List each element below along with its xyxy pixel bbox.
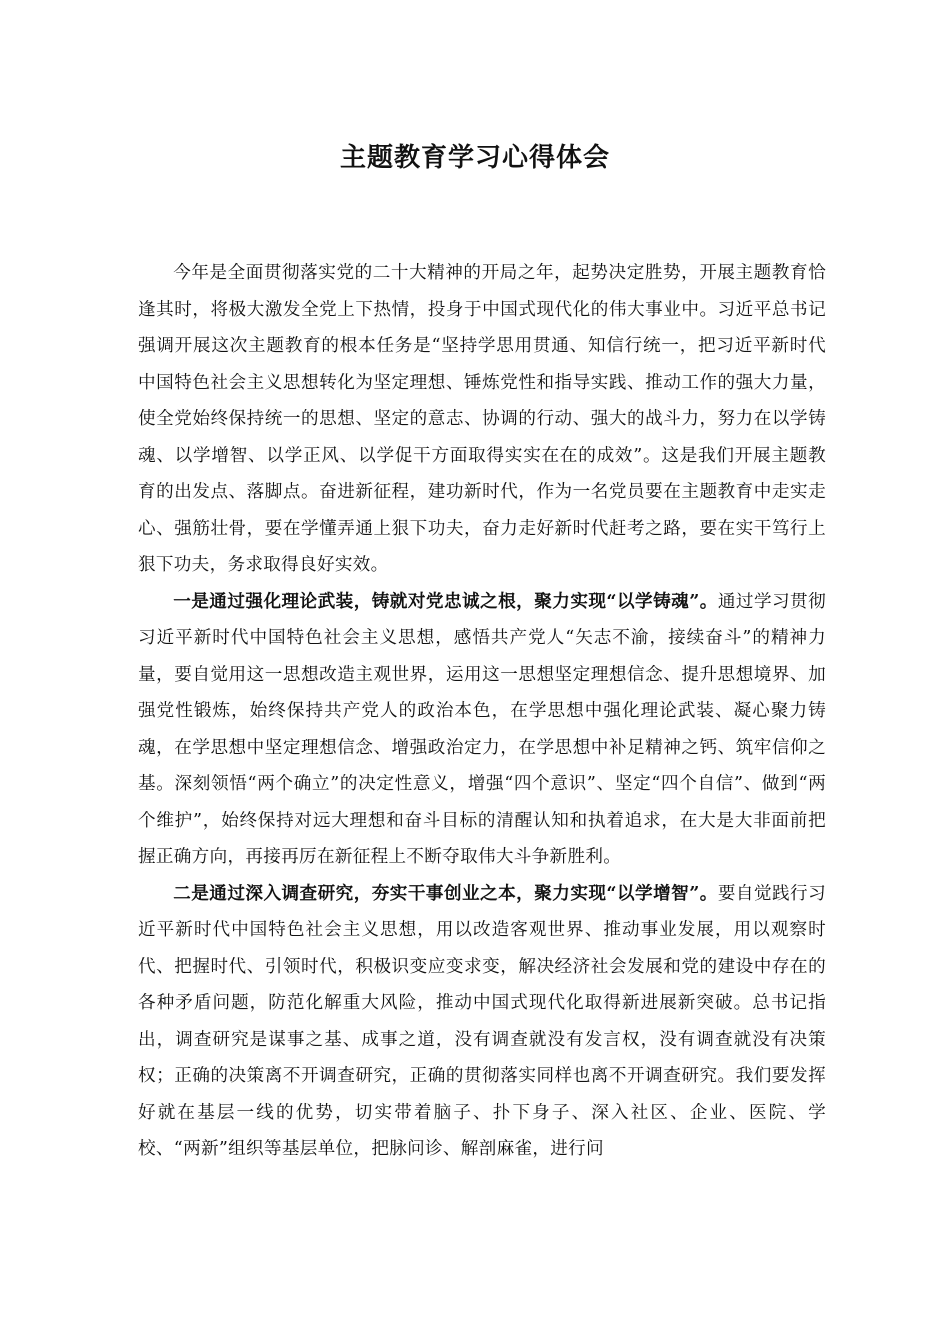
paragraph-text: 要自觉践行习近平新时代中国特色社会主义思想，用以改造客观世界、推动事业发展，用以观察时代、把握时代、引领时代，积极识变应变求变，解决经济社会发展和党的建设中存在的各种矛盾问题，防范化解重大风险，推动中国式现代化取得新进展新突破。总书记指出，调查研究是谋事之基、成事之道，没有调查就没有发言权，没有调查就没有决策权；正确的决策离不开调查研究，正确的贯彻落实同样也离不开调查研究。我们要发挥好就在基层一线的优势，切实带着脑子、扑下身子、深入社区、企业、医院、学校、“两新”组织等基层单位，把脉问诊、解剖麻雀，进行问 [138, 883, 826, 1159]
paragraph-lead: 二是通过深入调查研究，夯实干事创业之本，聚力实现“以学增智”。 [173, 882, 718, 904]
paragraph-point-two [138, 876, 826, 1168]
paragraph-text: 通过学习贯彻习近平新时代中国特色社会主义思想，感悟共产党人“矢志不渝，接续奋斗”的精神力量，要自觉用这一思想改造主观世界，运用这一思想坚定理想信念、提升思想境界、加强党性锻炼，始终保持共产党人的政治本色，在学思想中强化理论武装、凝心聚力铸魂，在学思想中坚定理想信念、增强政治定力，在学思想中补足精神之钙、筑牢信仰之基。深刻领悟“两个确立”的决定性意义，增强“四个意识”、坚定“四个自信”、做到“两个维护”，始终保持对远大理想和奋斗目标的清醒认知和执着追求，在大是大非面前把握正确方向，再接再厉在新征程上不断夺取伟大斗争新胜利。 [138, 591, 826, 867]
paragraph-lead: 一是通过强化理论武装，铸就对党忠诚之根，聚力实现“以学铸魂”。 [173, 590, 718, 612]
paragraph-text: 今年是全面贯彻落实党的二十大精神的开局之年，起势决定胜势，开展主题教育恰逢其时，将极大激发全党上下热情，投身于中国式现代化的伟大事业中。习近平总书记强调开展这次主题教育的根本任务是“坚持学思用贯通、知信行统一，把习近平新时代中国特色社会主义思想转化为坚定理想、锤炼党性和指导实践、推动工作的强大力量，使全党始终保持统一的思想、坚定的意志、协调的行动、强大的战斗力，努力在以学铸魂、以学增智、以学正风、以学促干方面取得实实在在的成效”。这是我们开展主题教育的出发点、落脚点。奋进新征程，建功新时代，作为一名党员要在主题教育中走实走心、强筋壮骨，要在学懂弄通上狠下功夫，奋力走好新时代赶考之路，要在实干笃行上狠下功夫，务求取得良好实效。 [138, 263, 826, 575]
document-title: 主题教育学习心得体会 [339, 143, 610, 173]
document-body [138, 255, 826, 1168]
paragraph-point-one [138, 584, 826, 876]
paragraph-intro [138, 255, 826, 584]
